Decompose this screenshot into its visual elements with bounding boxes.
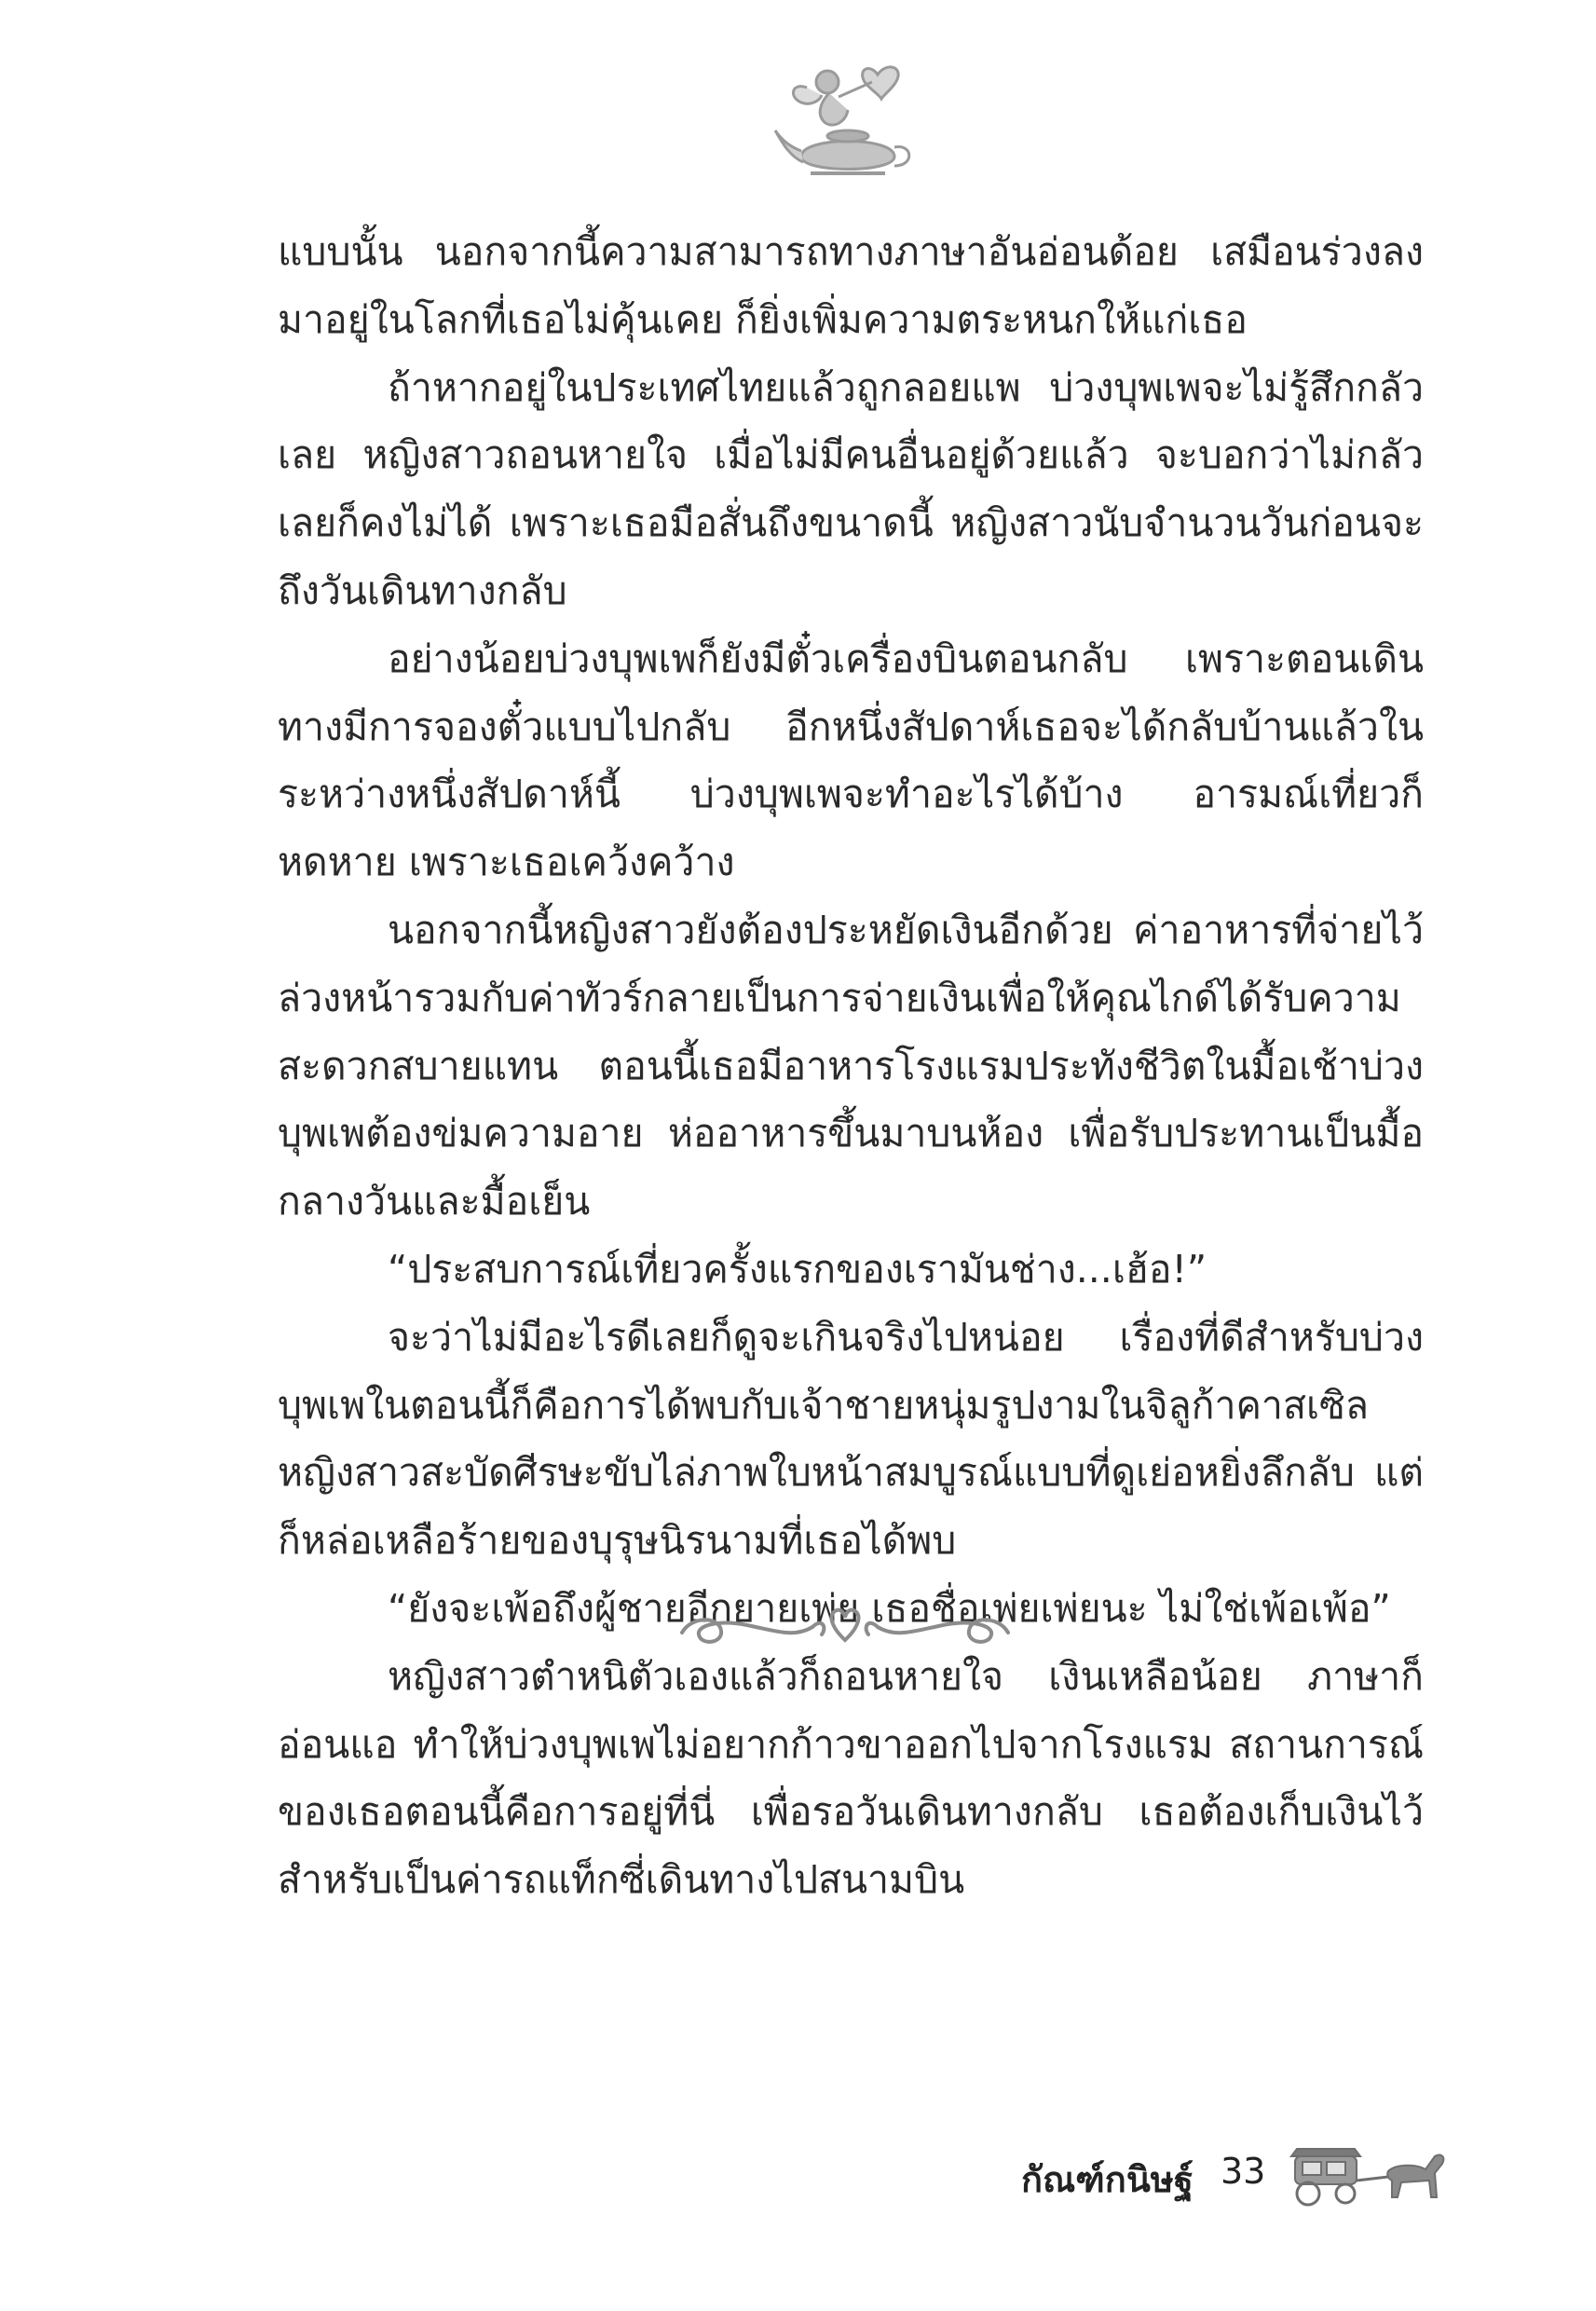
paragraph-4: นอกจากนี้หญิงสาวยังต้องประหยัดเงินอีกด้วย ค่าอาหารที่จ่ายไว้ล่วงหน้ารวมกับค่าทัวร์กลายเป็นการจ่ายเงินเพื่อให้คุณไกด์ได้รับความสะดวกสบายแทน ตอนนี้เธอมีอาหารโรงแรมประทังชีวิตในมื้อเช้าบ่วงบุพเพต้องข่มความอาย ห่ออาหารขึ้นมาบนห้อง เพื่อรับประทานเป็นมื้อกลางวันและมื้อเย็น [278, 907, 1424, 1224]
horse-carriage-icon [1286, 2143, 1463, 2208]
author-name: กัณฑ์กนิษฐ์ [1021, 2159, 1194, 2200]
paragraph-7-dialogue: “ยังจะเพ้อถึงผู้ชายอีกยายเพ่ย เธอชื่อเพ่ยเพ่ยนะ ไม่ใช่เพ้อเพ้อ” [388, 1585, 1391, 1631]
cupid-teapot-ornament-icon [773, 54, 922, 194]
paragraph-2: ถ้าหากอยู่ในประเทศไทยแล้วถูกลอยแพ บ่วงบุพเพจะไม่รู้สึกกลัวเลย หญิงสาวถอนหายใจ เมื่อไม่มีคนอื่นอยู่ด้วยแล้ว จะบอกว่าไม่กลัวเลยก็คงไม่ได้ เพราะเธอมือสั่นถึงขนาดนี้ หญิงสาวนับจำนวนวันก่อนจะถึงวันเดินทางกลับ [278, 364, 1424, 613]
paragraph-8: หญิงสาวตำหนิตัวเองแล้วก็ถอนหายใจ เงินเหลือน้อย ภาษาก็อ่อนแอ ทำให้บ่วงบุพเพไม่อยากก้าวขาออกไปจากโรงแรม สถานการณ์ของเธอตอนนี้คือการอยู่ที่นี่ เพื่อรอวันเดินทางกลับ เธอต้องเก็บเงินไว้สำหรับเป็นค่ารถแท็กซี่เดินทางไปสนามบิน [278, 1653, 1424, 1903]
paragraph-3: อย่างน้อยบ่วงบุพเพก็ยังมีตั๋วเครื่องบินตอนกลับ เพราะตอนเดินทางมีการจองตั๋วแบบไปกลับ อีกหนึ่งสัปดาห์เธอจะได้กลับบ้านแล้วในระหว่างหนึ่งสัปดาห์นี้ บ่วงบุพเพจะทำอะไรได้บ้าง อารมณ์เที่ยวก็หดหาย เพราะเธอเคว้งคว้าง [278, 636, 1424, 885]
paragraph-1: แบบนั้น นอกจากนี้ความสามารถทางภาษาอันอ่อนด้อย เสมือนร่วงลงมาอยู่ในโลกที่เธอไม่คุ้นเคย ก็ยิ่งเพิ่มความตระหนกให้แก่เธอ [278, 229, 1424, 342]
page-footer [1006, 2143, 1491, 2218]
flourish-heart-divider-icon [663, 1590, 1027, 1664]
page-number: 33 [1221, 2151, 1266, 2192]
paragraph-5-dialogue: “ประสบการณ์เที่ยวครั้งแรกของเรามันช่าง...เฮ้อ!” [388, 1246, 1207, 1292]
paragraph-6: จะว่าไม่มีอะไรดีเลยก็ดูจะเกินจริงไปหน่อย เรื่องที่ดีสำหรับบ่วงบุพเพในตอนนี้ก็คือการได้พบกับเจ้าชายหนุ่มรูปงามในจิลูก้าคาสเซิล หญิงสาวสะบัดศีรษะขับไล่ภาพใบหน้าสมบูรณ์แบบที่ดูเย่อหยิ่งลึกลับ แต่ก็หล่อเหลือร้ายของบุรุษนิรนามที่เธอได้พบ [278, 1314, 1424, 1564]
